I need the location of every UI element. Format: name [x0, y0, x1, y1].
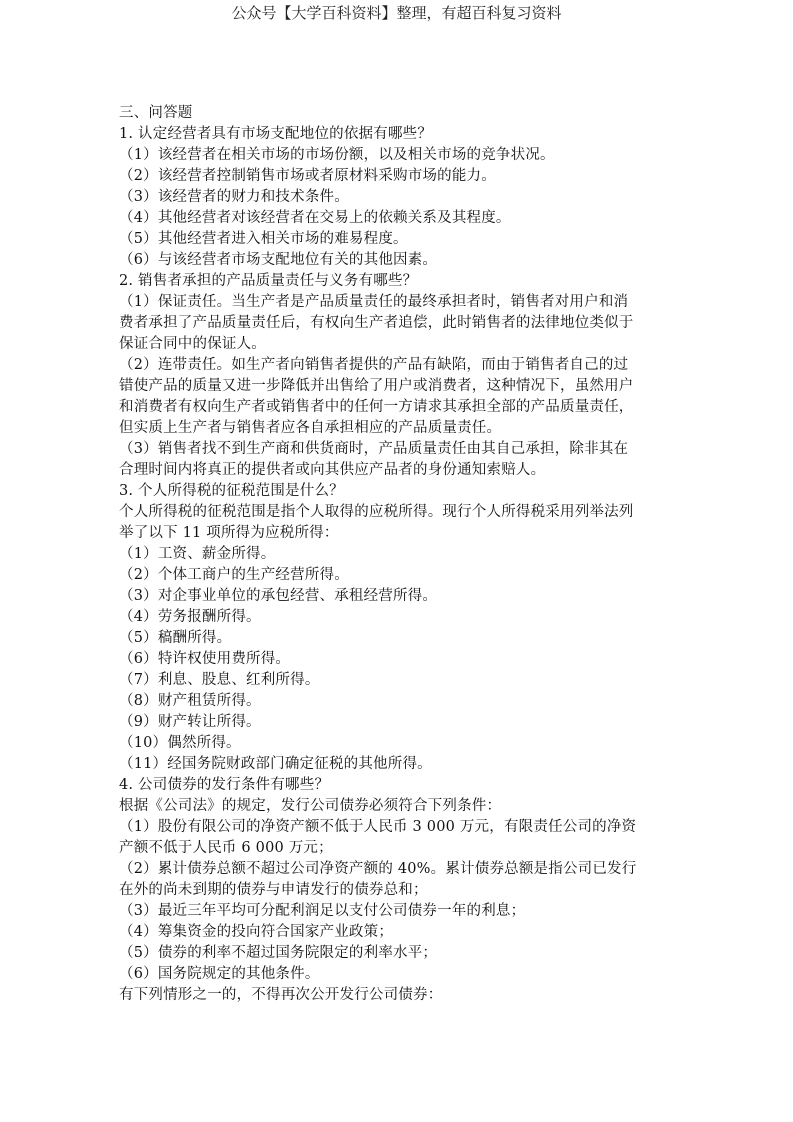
- text-line: （5）债券的利率不超过国务院限定的利率水平；: [119, 945, 438, 961]
- text-line: 在外的尚未到期的债券与申请发行的债券总和；: [119, 882, 428, 898]
- text-line: 个人所得税的征税范围是指个人取得的应税所得。现行个人所得税采用列举法列: [119, 504, 634, 520]
- text-line: （8）财产租赁所得。: [119, 693, 261, 709]
- text-line: （3）销售者找不到生产商和供货商时，产品质量责任由其自己承担，除非其在: [119, 441, 629, 457]
- text-line: 有下列情形之一的，不得再次公开发行公司债券：: [119, 987, 443, 1003]
- text-line: 根据《公司法》的规定，发行公司债券必须符合下列条件：: [119, 798, 502, 814]
- text-line: （4）劳务报酬所得。: [119, 609, 261, 625]
- text-line: 举了以下 11 项所得为应税所得：: [119, 525, 339, 541]
- text-line: （3）该经营者的财力和技术条件。: [119, 189, 349, 205]
- text-line: （10）偶然所得。: [119, 735, 241, 751]
- page-header: 公众号【大学百科资料】整理，有超百科复习资料: [231, 4, 562, 22]
- text-line: （6）国务院规定的其他条件。: [119, 966, 320, 982]
- text-line: 错使产品的质量又进一步降低并出售给了用户或消费者，这种情况下，虽然用户: [119, 378, 634, 394]
- text-line: （4）其他经营者对该经营者在交易上的依赖关系及其程度。: [119, 210, 511, 226]
- text-line: 费者承担了产品质量责任后，有权向生产者追偿，此时销售者的法律地位类似于: [119, 315, 634, 331]
- text-line: （1）保证责任。当生产者是产品质量责任的最终承担者时，销售者对用户和消: [119, 294, 629, 310]
- text-line: （1）工资、薪金所得。: [119, 546, 276, 562]
- text-line: （2）连带责任。如生产者向销售者提供的产品有缺陷，而由于销售者自己的过: [119, 357, 629, 373]
- question-2: 2. 销售者承担的产品质量责任与义务有哪些？: [119, 273, 418, 289]
- text-line: 但实质上生产者与销售者应各自承担相应的产品质量责任。: [119, 420, 502, 436]
- question-1: 1. 认定经营者具有市场支配地位的依据有哪些？: [119, 126, 433, 142]
- text-line: （1）该经营者在相关市场的市场份额，以及相关市场的竞争状况。: [119, 147, 555, 163]
- text-line: （2）累计债券总额不超过公司净资产额的 40%。累计债券总额是指公司已发行: [119, 861, 637, 877]
- text-line: 和消费者有权向生产者或销售者中的任何一方请求其承担全部的产品质量责任，: [119, 399, 634, 415]
- question-4: 4. 公司债券的发行条件有哪些？: [119, 777, 330, 793]
- text-line: （3）最近三年平均可分配利润足以支付公司债券一年的利息；: [119, 903, 526, 919]
- text-line: （9）财产转让所得。: [119, 714, 261, 730]
- text-line: （6）特许权使用费所得。: [119, 651, 291, 667]
- text-line: 合理时间内将真正的提供者或向其供应产品者的身份通知索赔人。: [119, 462, 546, 478]
- text-line: （11）经国务院财政部门确定征税的其他所得。: [119, 756, 432, 772]
- document-body: [119, 103, 679, 1006]
- text-line: 保证合同中的保证人。: [119, 336, 266, 352]
- text-line: （2）个体工商户的生产经营所得。: [119, 567, 349, 583]
- text-line: （7）利息、股息、红利所得。: [119, 672, 320, 688]
- text-line: （5）其他经营者进入相关市场的难易程度。: [119, 231, 408, 247]
- question-3: 3. 个人所得税的征税范围是什么？: [119, 483, 344, 499]
- text-line: 产额不低于人民币 6 000 万元；: [119, 840, 333, 856]
- text-line: （4）筹集资金的投向符合国家产业政策；: [119, 924, 394, 940]
- text-line: （5）稿酬所得。: [119, 630, 232, 646]
- text-line: （6）与该经营者市场支配地位有关的其他因素。: [119, 252, 438, 268]
- text-line: （2）该经营者控制销售市场或者原材料采购市场的能力。: [119, 168, 496, 184]
- section-heading: 三、问答题: [119, 105, 193, 121]
- text-line: （3）对企事业单位的承包经营、承租经营所得。: [119, 588, 438, 604]
- text-line: （1）股份有限公司的净资产额不低于人民币 3 000 万元，有限责任公司的净资: [119, 819, 637, 835]
